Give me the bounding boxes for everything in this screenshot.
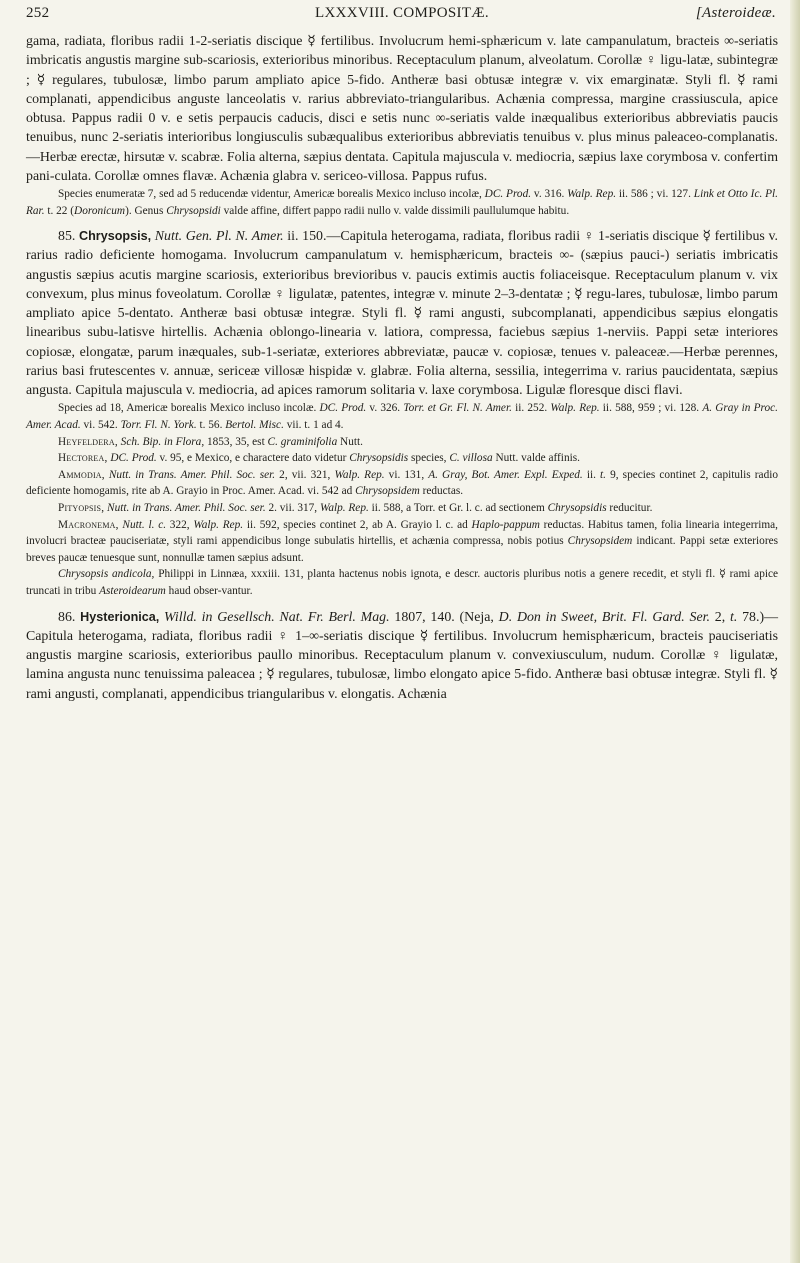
page-edge	[790, 0, 800, 1263]
synonym-hectorea: Hectorea, DC. Prod. v. 95, e Mexico, e charactere dato videtur Chrysopsidis species, C. villosa Nutt. valde affinis.	[58, 452, 580, 465]
section-title: [Asteroideæ.	[695, 5, 776, 21]
genus-85-chrysopsis: 85. Chrysopsis, Nutt. Gen. Pl. N. Amer. ii. 150.—Capitula heterogama, radiata, floribus radii ♀ 1-seriatis discique ☿ fertilibus v. rarius radio deficiente homogama. Involucrum campanulatum v. hemisphæricum, bracteis ∞- (sæpius pauci-) seriatis imbricatis angustis sæpius acutis margine scariosis, exterioribus brevioribus v. paucis extimis auctis foliaceisque. Receptaculum planum v. vix convexum, plus minus foveolatum. Corollæ ♀ ligulatæ, patentes, integræ v. minute 2–3-dentatæ ; ☿ regu-lares, tubulosæ, limbo parum ampliato apice 5-dentato. Antheræ basi obtusæ integræ. Styli fl. ☿ rami angusti, subcomplanati, appendicibus sæpius elongatis linearibus subu-latisve hirtellis. Achænia oblongo-linearia v. latiora, compressa, faciebus sæpius 1-nerviis. Pappi setæ interiores copiosæ, elongatæ, parum inæquales, sub-1-seriatæ, exteriores abbreviatæ, paucæ v. copiosæ, tenues v. paleaceæ.—Herbæ perennes, rarius basi frutescentes v. annuæ, sericeæ villosæ hispidæ v. glabræ. Folia alterna, sessilia, integerrima v. rarius paucidentata, sæpius angusta. Capitula majuscula v. mediocria, ad apices ramorum solitaria v. laxe corymbosa. Ligulæ floresque disci flavi.	[26, 229, 778, 399]
genus-number: 86.	[58, 609, 76, 625]
synonym-macronema: Macronema, Nutt. l. c. 322, Walp. Rep. ii. 592, species continet 2, ab A. Grayio l. c. ad Haplo-pappum reductas. Habitus tamen, folia linearia integerrima, involucri bracteæ pauciseriatæ, styli rami appendicibus longe subulatis hirtellis, et achænia compressa, nobis potius Chrysopsidem indicant. Pappi setæ exteriores breves paucæ tenuesque sunt, nonnullæ tamen sæpius adsunt.	[26, 518, 778, 564]
genus-86-hysterionica: 86. Hysterionica, Willd. in Gesellsch. Nat. Fr. Berl. Mag. 1807, 140. (Neja, D. Don in Sweet, Brit. Fl. Gard. Ser. 2, t. 78.)—Capitula heterogama, radiata, floribus radii ♀ 1–∞-seriatis discique ☿ fertilibus. Involucrum hemisphæricum, bracteis pauciseriatis angustis margine scariosis, exterioribus paullo minoribus. Receptaculum planum v. convexiusculum, nudum. Corollæ ♀ ligulatæ, lamina angusta nunc tenuissima paleacea ; ☿ regulares, tubulosæ, limbo elongato apice 5-fido. Antheræ basi obtusæ integræ. Styli fl. ☿ rami angusti, complanati, appendicibus triangularibus v. elongatis. Achænia	[26, 609, 778, 702]
genus-84-note: Species enumeratæ 7, sed ad 5 reducendæ videntur, Americæ borealis Mexico incluso incolæ, DC. Prod. v. 316. Walp. Rep. ii. 586 ; vi. 127. Link et Otto Ic. Pl. Rar. t. 22 (Doronicum). Genus Chrysopsidi valde affine, differt pappo radii nullo v. valde dissimili paullulumque habitu.	[26, 188, 779, 217]
running-title: LXXXVIII. COMPOSITÆ.	[315, 5, 489, 21]
genus-84-description-continued: gama, radiata, floribus radii 1-2-seriatis discique ☿ fertilibus. Involucrum hemi-sphæricum v. late campanulatum, bracteis ∞-seriatis imbricatis angustis margine sub-scariosis, exterioribus minoribus. Receptaculum planum, alveolatum. Corollæ ♀ ligu-latæ, subintegræ ; ☿ regulares, tubulosæ, limbo parum ampliato apice 5-fido. Antheræ basi obtusæ integræ v. vix emarginatæ. Styli fl. ☿ rami complanati, appendicibus anguste lanceolatis v. rarius abbreviato-triangularibus. Achænia compressa, margine crassiuscula, apice obtusa. Pappus radii 0 v. e setis perpaucis caducis, disci e setis nunc ∞-seriatis valde inæqualibus exterioribus abbreviatis paucis tenuibus, nunc 2-seriatis interioribus longiusculis subæqualibus exterioribus abbreviatis tenuibus v. plus minus paleaceo-complanatis.—Herbæ erectæ, hirsutæ v. scabræ. Folia alterna, sæpius dentata. Capitula majuscula v. mediocria, sæpius laxe corymbosa v. confertim pani-culata. Corollæ omnes flavæ. Achænia glabra v. sericeo-villosa. Pappus rufus.	[26, 34, 778, 184]
page-number: 252	[26, 5, 50, 21]
synonym-pityopsis: Pityopsis, Nutt. in Trans. Amer. Phil. Soc. ser. 2. vii. 317, Walp. Rep. ii. 588, a Torr. et Gr. l. c. ad sectionem Chrysopsidis reducitur.	[58, 502, 653, 514]
genus-number: 85.	[58, 229, 76, 245]
synonym-ammodia: Ammodia, Nutt. in Trans. Amer. Phil. Soc. ser. 2, vii. 321, Walp. Rep. vi. 131, A. Gray, Bot. Amer. Expl. Exped. ii. t. 9, species continet 2, capitulis radio deficiente homogamis, rite ab A. Grayio in Proc. Amer. Acad. vi. 542 ad Chrysopsidem reductas.	[26, 468, 778, 498]
book-page	[26, 0, 778, 1263]
genus-name: Hysterionica,	[80, 609, 160, 624]
note-chrysopsis-andicola: Chrysopsis andicola, Philippi in Linnæa, xxxiii. 131, planta hactenus nobis ignota, e descr. auctoris pluribus notis a genere recedit, et styli fl. ☿ rami apice truncati in tribu Asteroidearum haud obser-vantur.	[26, 568, 779, 597]
genus-name: Chrysopsis,	[79, 229, 152, 244]
page-body	[26, 32, 778, 704]
running-header	[26, 2, 778, 26]
synonym-heyfeldera: Heyfeldera, Sch. Bip. in Flora, 1853, 35, est C. graminifolia Nutt.	[58, 435, 363, 448]
genus-85-species-note: Species ad 18, Americæ borealis Mexico incluso incolæ. DC. Prod. v. 326. Torr. et Gr. Fl. N. Amer. ii. 252. Walp. Rep. ii. 588, 959 ; vi. 128. A. Gray in Proc. Amer. Acad. vi. 542. Torr. Fl. N. York. t. 56. Bertol. Misc. vii. t. 1 ad 4.	[26, 402, 778, 432]
